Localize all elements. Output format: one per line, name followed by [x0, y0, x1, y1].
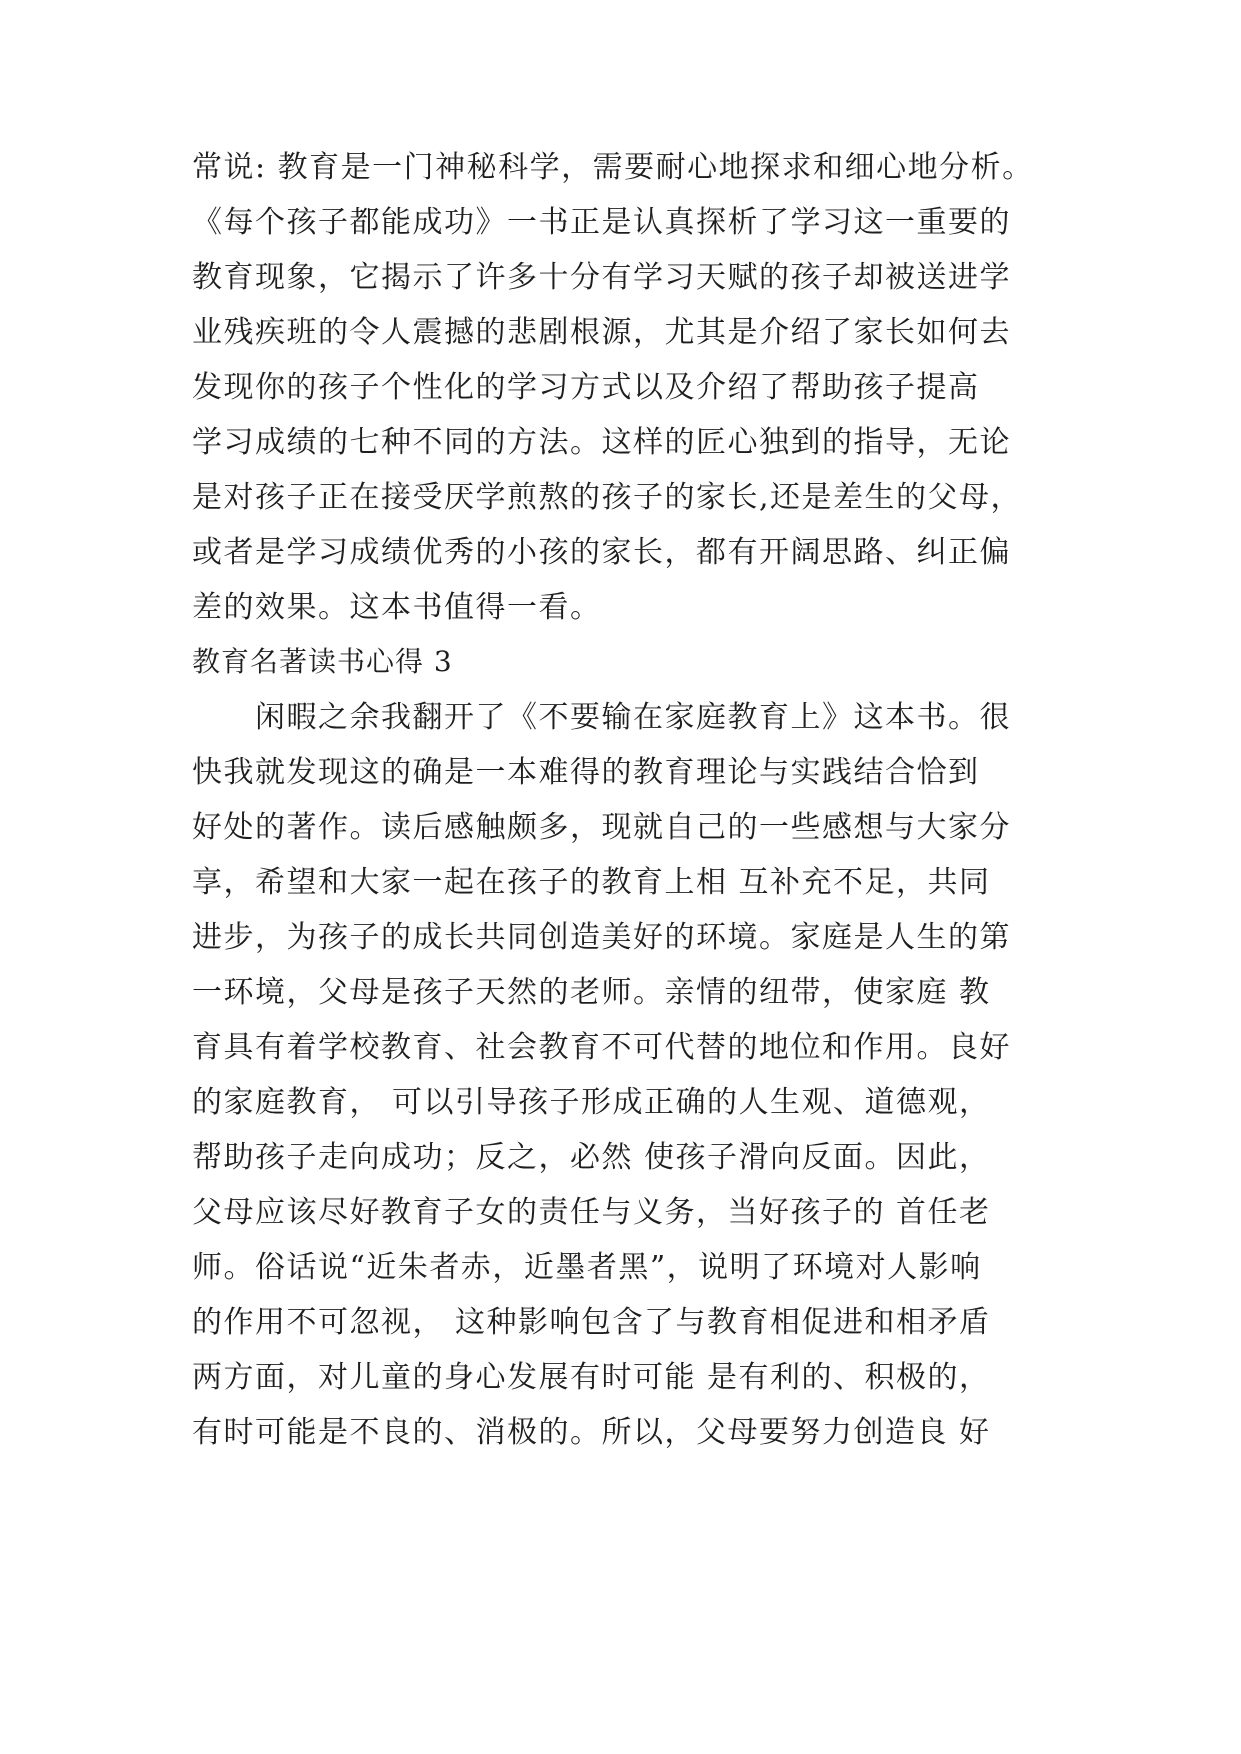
- paragraph-line: 的家庭教育， 可以引导孩子形成正确的人生观、道德观，: [192, 1085, 991, 1120]
- paragraph-line: 教育现象，它揭示了许多十分有学习天赋的孩子却被送进学: [192, 260, 1011, 295]
- paragraph-line: 师。俗话说“近朱者赤，近墨者黑”，说明了环境对人影响: [192, 1250, 982, 1285]
- paragraph-line: 或者是学习成绩优秀的小孩的家长，都有开阔思路、纠正偏: [192, 535, 1011, 570]
- paragraph-line: 有时可能是不良的、消极的。所以，父母要努力创造良 好: [192, 1415, 991, 1450]
- paragraph-line: 两方面，对儿童的身心发展有时可能 是有利的、积极的，: [192, 1360, 991, 1395]
- paragraph-line: 好处的著作。读后感触颇多，现就自己的一些感想与大家分: [192, 810, 1011, 845]
- paragraph-line: 享，希望和大家一起在孩子的教育上相 互补充不足，共同: [192, 865, 991, 900]
- paragraph-line: 常说: 教育是一门神秘科学，需要耐心地探求和细心地分析。: [192, 150, 1034, 185]
- paragraph-line: 是对孩子正在接受厌学煎熬的孩子的家长,还是差生的父母，: [192, 480, 1023, 515]
- paragraph-line: 快我就发现这的确是一本难得的教育理论与实践结合恰到: [192, 755, 980, 790]
- paragraph-line: 闲暇之余我翻开了《不要输在家庭教育上》这本书。很: [192, 700, 1011, 735]
- paragraph-line: 的作用不可忽视， 这种影响包含了与教育相促进和相矛盾: [192, 1305, 991, 1340]
- paragraph-line: 父母应该尽好教育子女的责任与义务，当好孩子的 首任老: [192, 1195, 991, 1230]
- paragraph-line: 帮助孩子走向成功；反之，必然 使孩子滑向反面。因此，: [192, 1140, 991, 1175]
- paragraph-line: 进步，为孩子的成长共同创造美好的环境。家庭是人生的第: [192, 920, 1011, 955]
- paragraph-line: 业残疾班的令人震撼的悲剧根源，尤其是介绍了家长如何去: [192, 315, 1011, 350]
- paragraph-line: 《每个孩子都能成功》一书正是认真探析了学习这一重要的: [192, 205, 1011, 240]
- paragraph-line: 一环境，父母是孩子天然的老师。亲情的纽带，使家庭 教: [192, 975, 991, 1010]
- paragraph-line: 育具有着学校教育、社会教育不可代替的地位和作用。良好: [192, 1030, 1011, 1065]
- paragraph-line: 学习成绩的七种不同的方法。这样的匠心独到的指导，无论: [192, 425, 1011, 460]
- paragraph-line: 发现你的孩子个性化的学习方式以及介绍了帮助孩子提高: [192, 370, 980, 405]
- section-heading: 教育名著读书心得 3: [192, 645, 453, 678]
- paragraph-line: 差的效果。这本书值得一看。: [192, 590, 602, 625]
